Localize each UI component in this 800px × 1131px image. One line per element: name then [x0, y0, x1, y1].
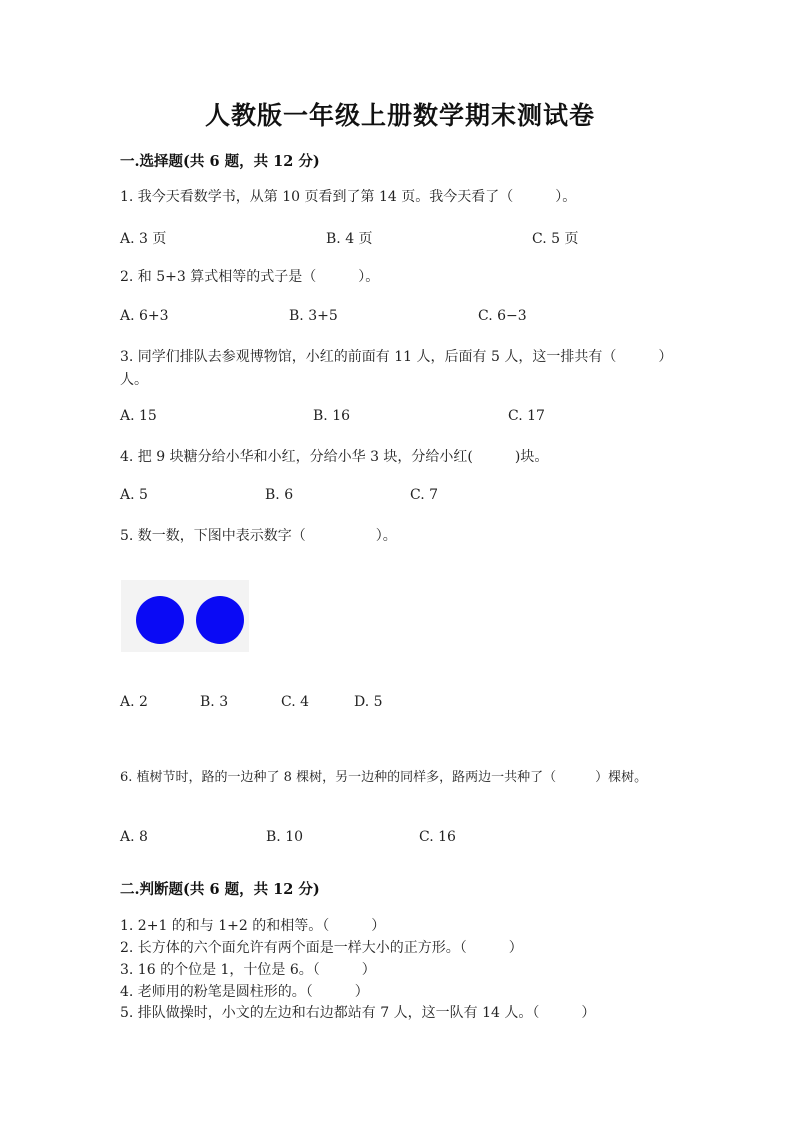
option-c: C. 7 — [410, 487, 439, 503]
question-3: 3. 同学们排队去参观博物馆，小红的前面有 11 人，后面有 5 人，这一排共有（ ）人。 — [120, 349, 673, 388]
option-b: B. 16 — [313, 408, 351, 424]
option-c: C. 5 页 — [532, 231, 579, 247]
option-c: C. 6−3 — [478, 308, 527, 324]
option-a: A. 2 — [120, 694, 148, 710]
option-a: A. 3 页 — [120, 231, 167, 247]
option-b: B. 3+5 — [289, 308, 338, 324]
option-b: B. 10 — [266, 829, 304, 845]
tf-item-1: 1. 2+1 的和与 1+2 的和相等。（ ） — [120, 918, 386, 934]
option-d: D. 5 — [354, 694, 383, 710]
option-a: A. 5 — [120, 487, 148, 503]
section-heading-true-false: 二.判断题(共 6 题，共 12 分) — [120, 881, 320, 898]
tf-item-5: 5. 排队做操时，小文的左边和右边都站有 7 人，这一队有 14 人。（ ） — [120, 1005, 596, 1021]
tf-item-2: 2. 长方体的六个面允许有两个面是一样大小的正方形。（ ） — [120, 940, 523, 956]
option-c: C. 16 — [419, 829, 456, 845]
question-1: 1. 我今天看数学书，从第 10 页看到了第 14 页。我今天看了（ ）。 — [120, 189, 577, 205]
option-a: A. 15 — [120, 408, 157, 424]
section-heading-choice: 一.选择题(共 6 题，共 12 分) — [120, 153, 320, 170]
page-title: 人教版一年级上册数学期末测试卷 — [204, 101, 595, 130]
option-a: A. 8 — [120, 829, 148, 845]
tf-item-4: 4. 老师用的粉笔是圆柱形的。（ ） — [120, 984, 369, 1000]
option-c: C. 17 — [508, 408, 545, 424]
option-c: C. 4 — [281, 694, 310, 710]
counting-figure — [121, 580, 249, 652]
blue-dot-2 — [196, 596, 244, 644]
blue-dot-1 — [136, 596, 184, 644]
question-6: 6. 植树节时，路的一边种了 8 棵树，另一边种的同样多，路两边一共种了（ ）棵树。 — [120, 770, 648, 785]
question-4: 4. 把 9 块糖分给小华和小红，分给小华 3 块，分给小红( )块。 — [120, 449, 549, 465]
question-2: 2. 和 5+3 算式相等的式子是（ ）。 — [120, 269, 380, 285]
question-5: 5. 数一数，下图中表示数字（ ）。 — [120, 528, 397, 544]
option-b: B. 3 — [200, 694, 229, 710]
option-b: B. 6 — [265, 487, 294, 503]
tf-item-3: 3. 16 的个位是 1，十位是 6。（ ） — [120, 962, 376, 978]
option-a: A. 6+3 — [120, 308, 169, 324]
option-b: B. 4 页 — [326, 231, 373, 247]
